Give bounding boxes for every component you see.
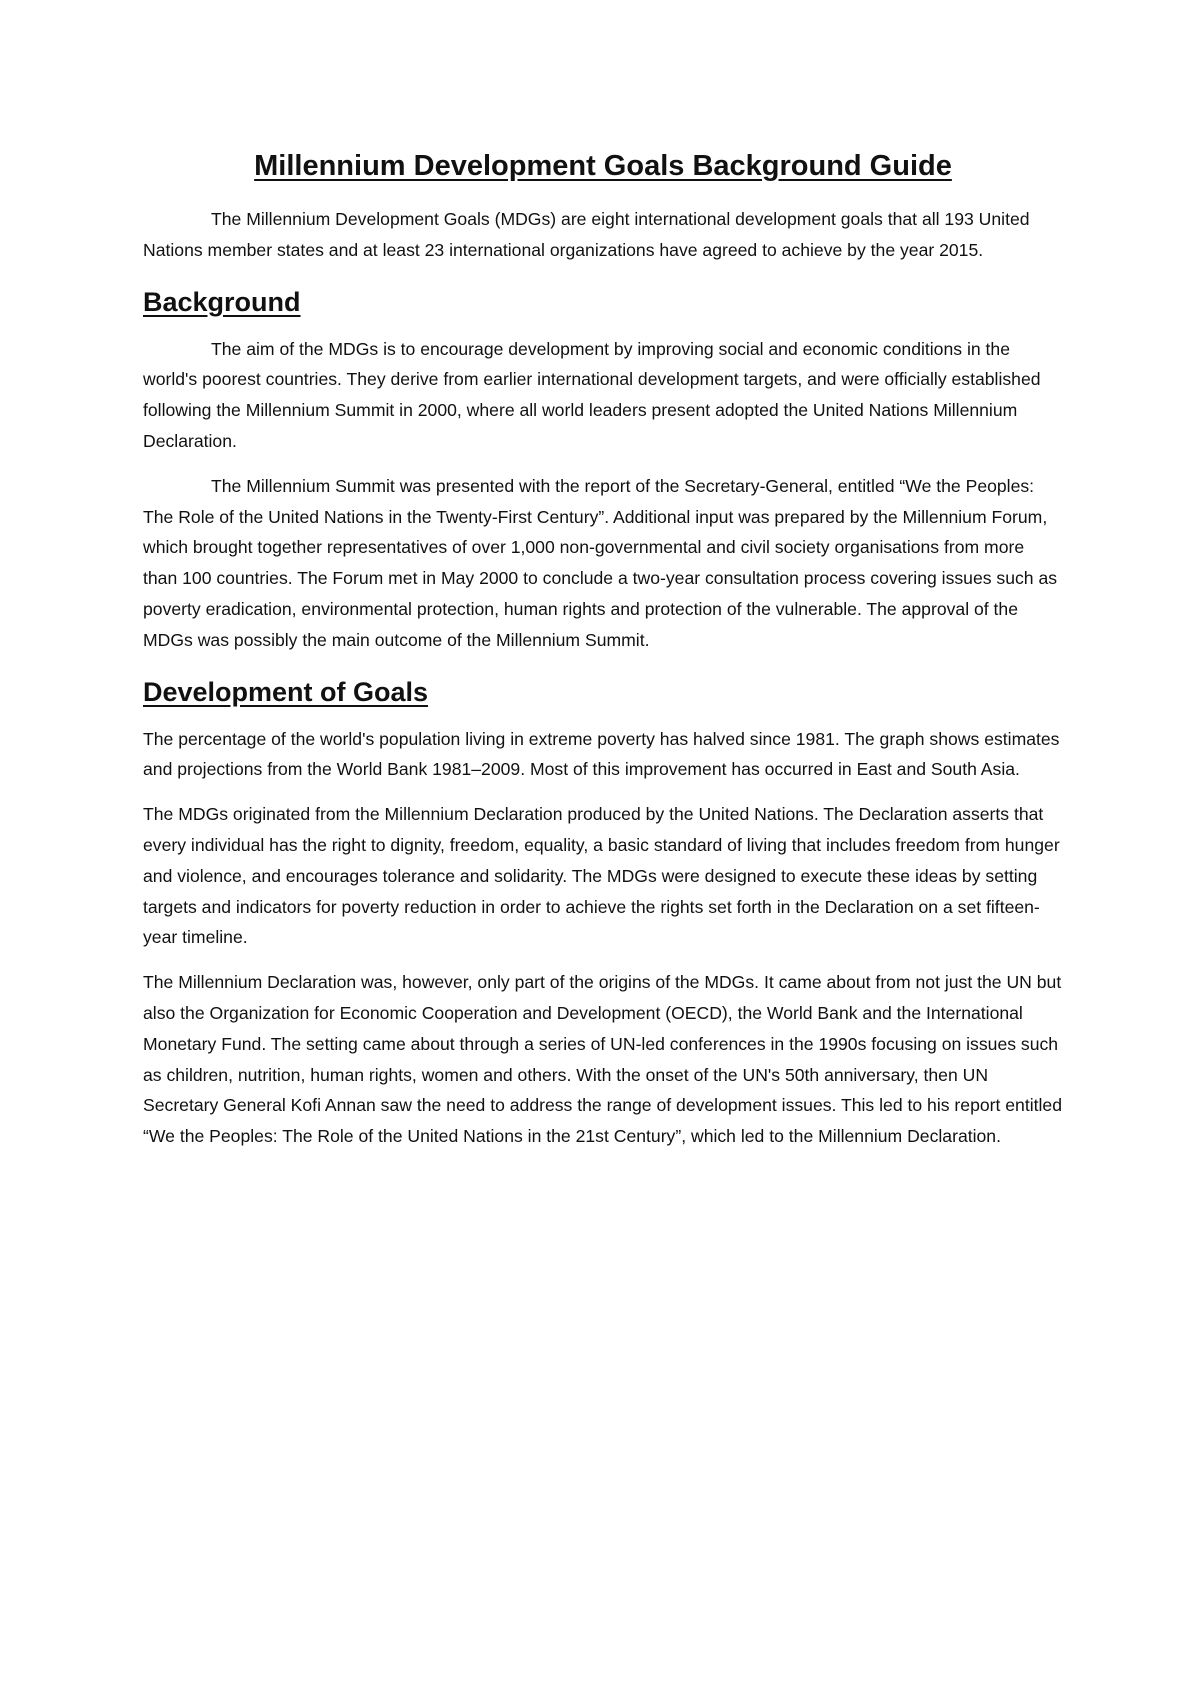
intro-paragraph: The Millennium Development Goals (MDGs) are eight international development goals that all 193 United Nations member states and at least 23 international organizations have agreed to achieve by the year 2015. — [143, 209, 1030, 260]
document-title: Millennium Development Goals Background Guide — [254, 150, 952, 182]
background-paragraph-2: The Millennium Summit was presented with the report of the Secretary-General, entitled “We the Peoples: The Role of the United Nations in the Twenty-First Century”. Additional input was prepared by the Millennium Forum, which brought together representatives of over 1,000 non-governmental and civil society organisations from more than 100 countries. The Forum met in May 2000 to conclude a two-year consultation process covering issues such as poverty eradication, environmental protection, human rights and protection of the vulnerable. The approval of the MDGs was possibly the main outcome of the Millennium Summit. — [143, 475, 1058, 650]
background-paragraph-1: The aim of the MDGs is to encourage development by improving social and economic conditions in the world's poorest countries. They derive from earlier international development targets, and were officially established following the Millennium Summit in 2000, where all world leaders present adopted the United Nations Millennium Declaration. — [143, 338, 1041, 451]
development-paragraph-3: The Millennium Declaration was, however, only part of the origins of the MDGs. It came about from not just the UN but also the Organization for Economic Cooperation and Development (OECD), the World Bank and the International Monetary Fund. The setting came about through a series of UN-led conferences in the 1990s focusing on issues such as children, nutrition, human rights, women and others. With the onset of the UN's 50th anniversary, then UN Secretary General Kofi Annan saw the need to address the range of development issues. This led to his report entitled “We the Peoples: The Role of the United Nations in the 21st Century”, which led to the Millennium Declaration. — [143, 972, 1063, 1147]
document-page — [143, 142, 1063, 1166]
development-paragraph-2: The MDGs originated from the Millennium Declaration produced by the United Nations. The Declaration asserts that every individual has the right to dignity, freedom, equality, a basic standard of living that includes freedom from hunger and violence, and encourages tolerance and solidarity. The MDGs were designed to execute these ideas by setting targets and indicators for poverty reduction in order to achieve the rights set forth in the Declaration on a set fifteen-year timeline. — [143, 804, 1060, 948]
section-heading-background: Background — [143, 286, 301, 317]
section-heading-development-of-goals: Development of Goals — [143, 676, 429, 707]
development-paragraph-1: The percentage of the world's population living in extreme poverty has halved since 1981. The graph shows estimates and projections from the World Bank 1981–2009. Most of this improvement has occurred in East and South Asia. — [143, 728, 1060, 780]
